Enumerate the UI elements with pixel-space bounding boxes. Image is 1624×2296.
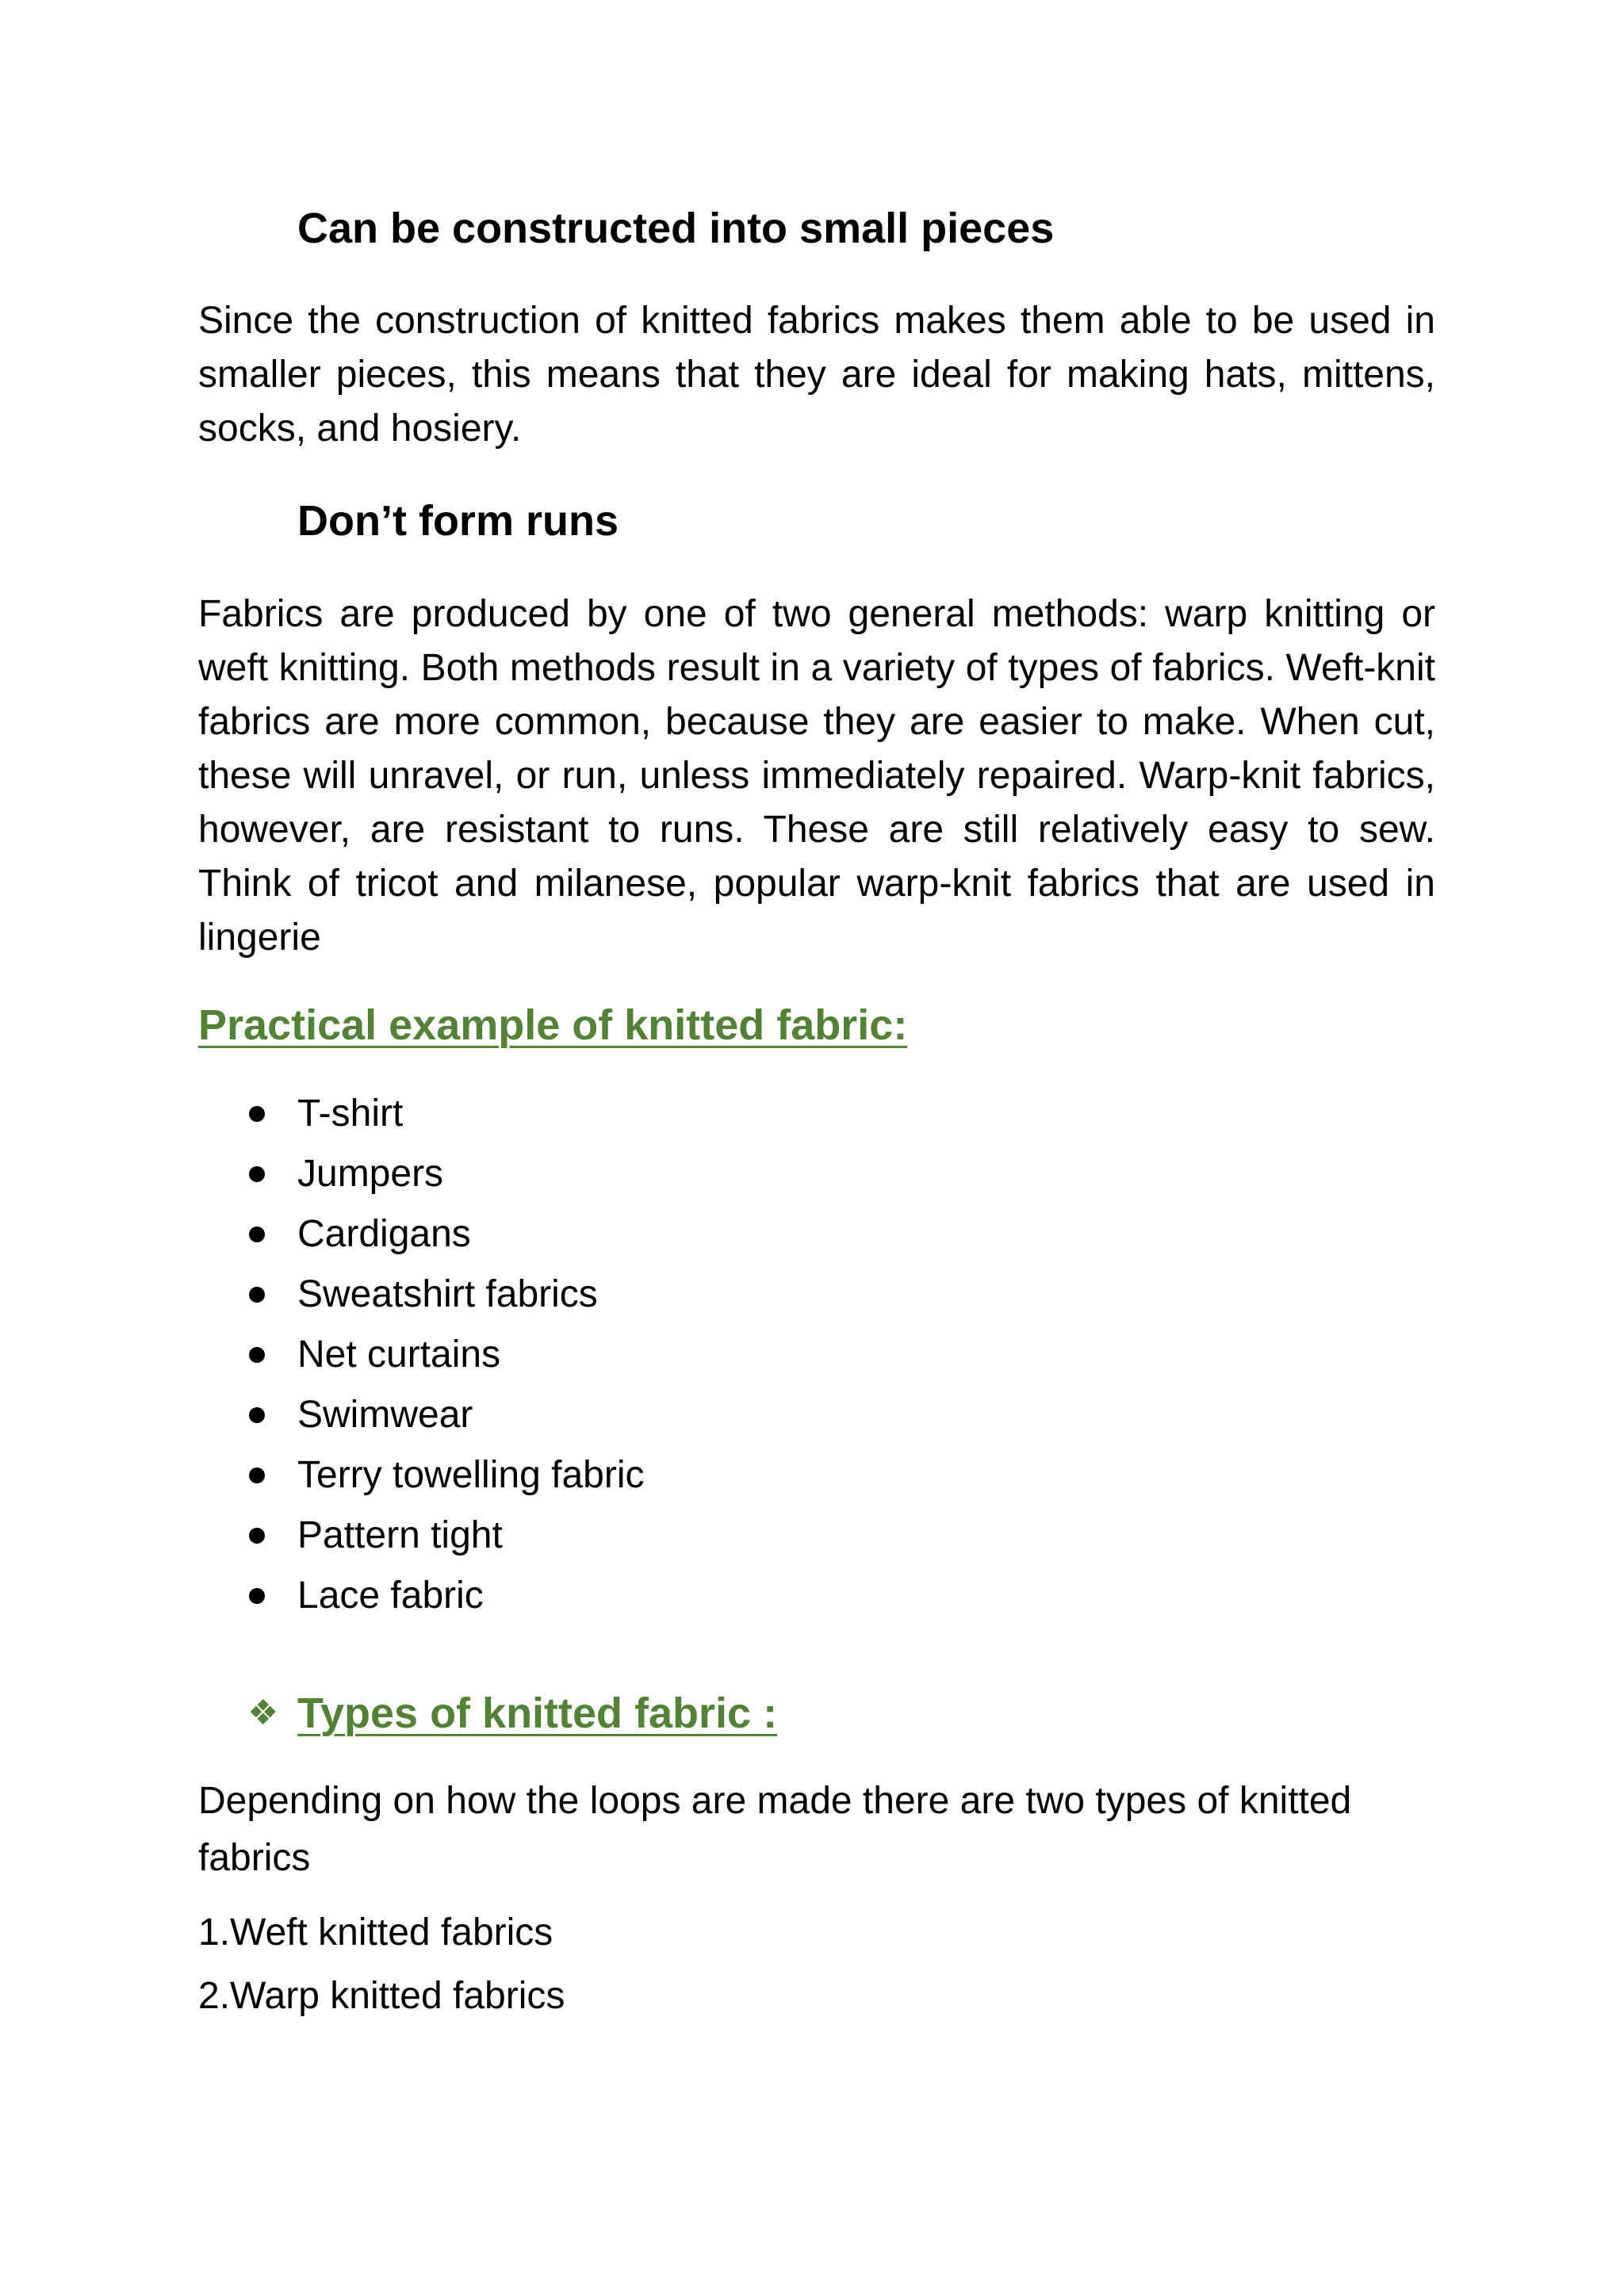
numbered-item-weft: 1.Weft knitted fabrics [198, 1911, 553, 1954]
list-item-label: Cardigans [297, 1213, 471, 1255]
list-item-label: Jumpers [297, 1153, 444, 1195]
bullet-icon [249, 1588, 265, 1604]
list-item-label: Pattern tight [297, 1514, 503, 1556]
bullet-icon [249, 1226, 265, 1242]
list-item-label: Terry towelling fabric [297, 1454, 645, 1496]
list-item [198, 1144, 1435, 1204]
bullet-icon [249, 1347, 265, 1363]
numbered-item-warp: 2.Warp knitted fabrics [198, 1975, 565, 2017]
bullet-icon [249, 1106, 265, 1122]
list-item [198, 1084, 1435, 1144]
practical-examples-list [198, 1084, 1435, 1626]
paragraph-types: Depending on how the loops are made there are two types of knitted fabrics [198, 1780, 1352, 1879]
heading-types-of-knitted-fabric [198, 1686, 777, 1741]
heading-practical-examples: Practical example of knitted fabric: [198, 1001, 908, 1049]
bullet-icon [249, 1528, 265, 1544]
paragraph-dont-form-runs: Fabrics are produced by one of two general methods: warp knitting or weft knitting. Both methods result in a variety of types of fabrics. Weft-knit fabrics are more common, because they are easier to make. When cut, these will unravel, or run, unless immediately repaired. Warp-knit fabrics, however, are resistant to runs. These are still relatively easy to sew. Think of tricot and milanese, popular warp-knit fabrics that are used in lingerie [198, 593, 1435, 959]
list-item [198, 1385, 1435, 1445]
bullet-icon [249, 1468, 265, 1483]
types-heading-label: Types of knitted fabric : [297, 1689, 778, 1737]
list-item-label: T-shirt [297, 1093, 404, 1135]
bullet-icon [249, 1287, 265, 1303]
list-item-label: Lace fabric [297, 1575, 484, 1617]
list-item [198, 1325, 1435, 1385]
diamond-ornament-icon: ❖ [247, 1693, 279, 1732]
list-item-label: Sweatshirt fabrics [297, 1273, 598, 1315]
paragraph-small-pieces: Since the construction of knitted fabrics makes them able to be used in smaller pieces, this means that they are ideal for making hats, mittens, socks, and hosiery. [198, 300, 1435, 450]
list-item [198, 1566, 1435, 1626]
list-item-label: Net curtains [297, 1334, 501, 1376]
heading-dont-form-runs: Don’t form runs [297, 497, 619, 545]
list-item [198, 1506, 1435, 1566]
bullet-icon [249, 1166, 265, 1182]
list-item [198, 1204, 1435, 1265]
list-item-label: Swimwear [297, 1394, 473, 1436]
bullet-icon [249, 1407, 265, 1423]
heading-small-pieces: Can be constructed into small pieces [297, 205, 1055, 252]
list-item [198, 1265, 1435, 1325]
list-item [198, 1445, 1435, 1506]
